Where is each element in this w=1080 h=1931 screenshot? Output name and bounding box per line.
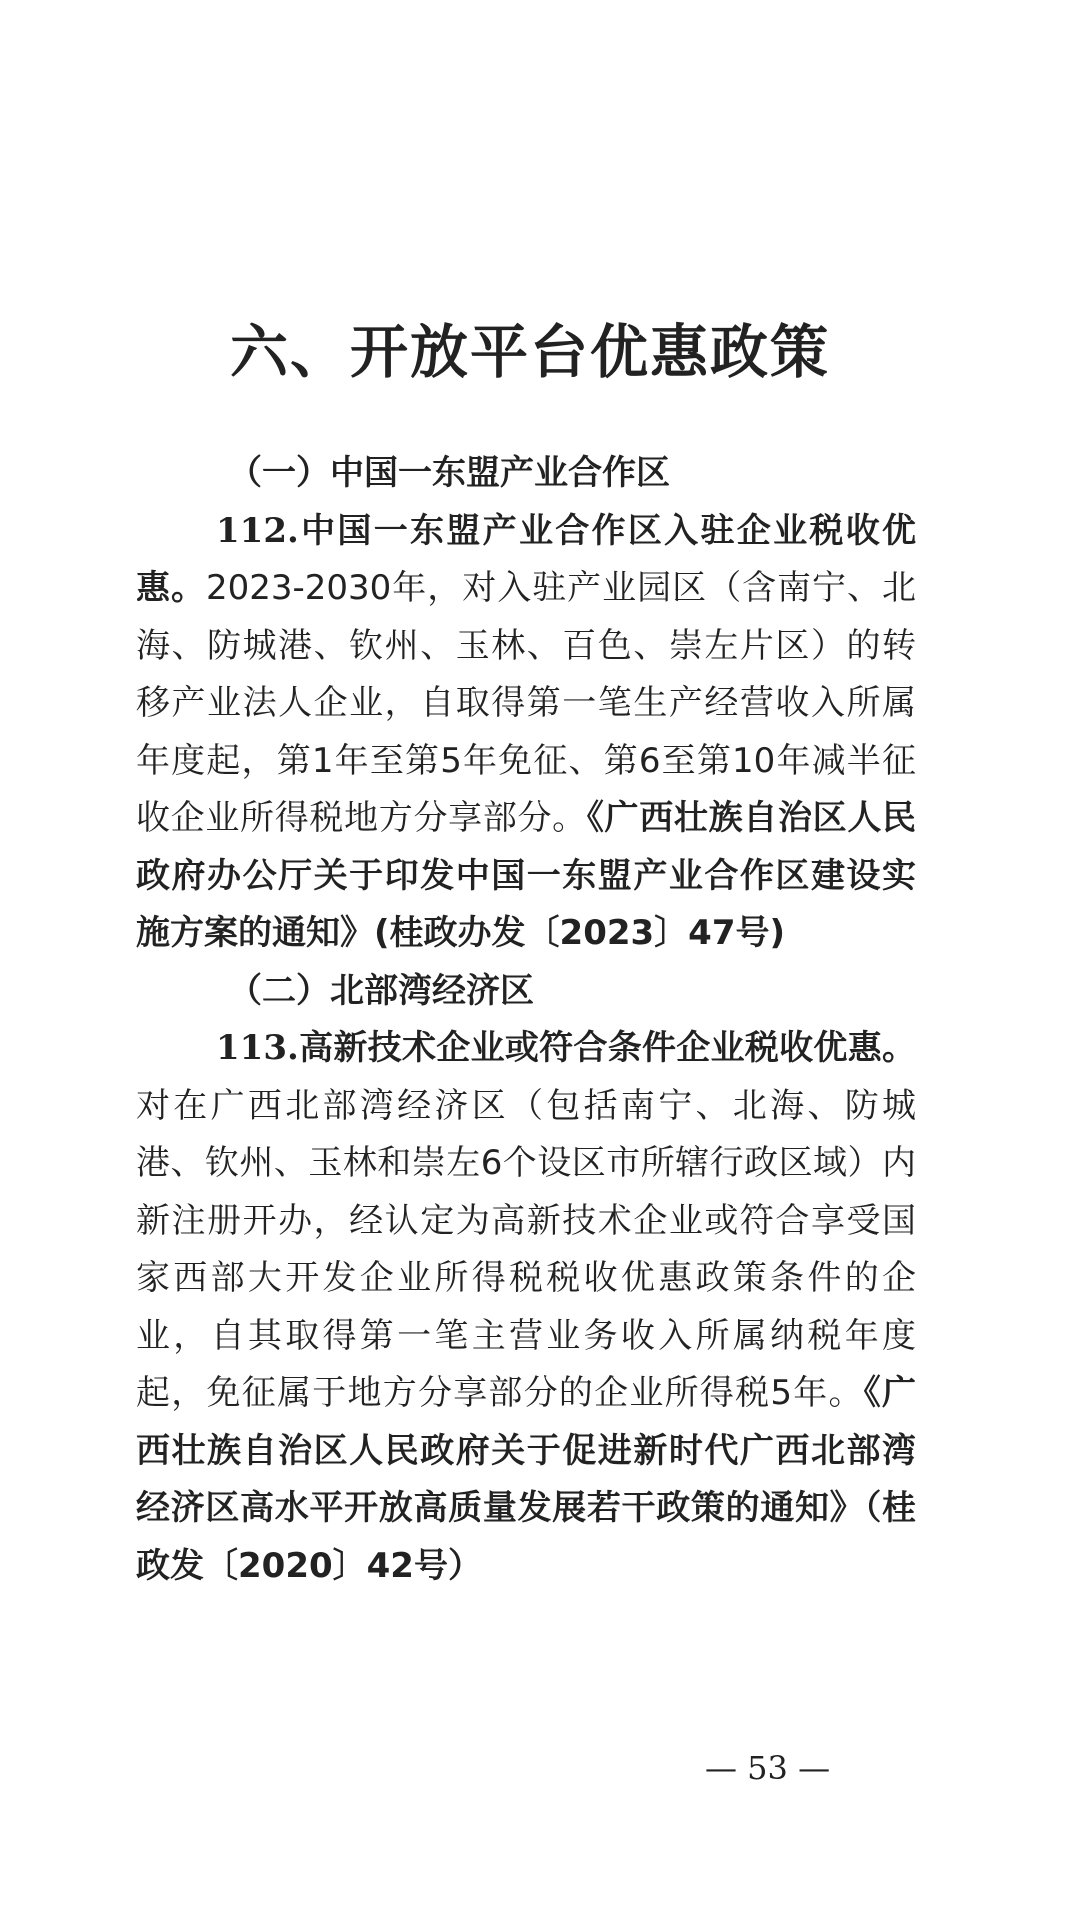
chapter-title: 六、开放平台优惠政策 [229,318,830,386]
policy-item-title: 112.中国一东盟产业合作区入驻企业税收优惠。 [136,510,916,608]
document-body [136,445,916,1595]
policy-item-body: 2023-2030年，对入驻产业园区（含南宁、北海、防城港、钦州、玉林、百色、崇左片区）的转移产业法人企业，自取得第一笔生产经营收入所属年度起，第1年至第5年免征、第6至第10年减半征收企业所得税地方分享部分。 [136,568,917,838]
policy-item-112 [136,503,916,963]
policy-item-113 [136,1020,916,1595]
policy-citation: 《广西壮族自治区人民政府办公厅关于印发中国一东盟产业合作区建设实施方案的通知》(桂政办发〔2023〕47号) [136,798,917,953]
policy-item-body: 对在广西北部湾经济区（包括南宁、北海、防城港、钦州、玉林和崇左6个设区市所辖行政区域）内新注册开办，经认定为高新技术企业或符合享受国家西部大开发企业所得税税收优惠政策条件的企业，自其取得第一笔主营业务收入所属纳税年度起，免征属于地方分享部分的企业所得税5年。 [136,1085,916,1413]
section-heading-china-asean: （一）中国一东盟产业合作区 [228,453,670,493]
page-number: — 53 — [705,1749,831,1787]
policy-item-title: 113.高新技术企业或符合条件企业税收优惠。 [216,1028,916,1068]
section-heading-beibu-gulf: （二）北部湾经济区 [228,970,534,1011]
policy-citation: 《广西壮族自治区人民政府关于促进新时代广西北部湾经济区高水平开放高质量发展若干政策的通知》（桂政发〔2020〕42号） [136,1373,916,1586]
